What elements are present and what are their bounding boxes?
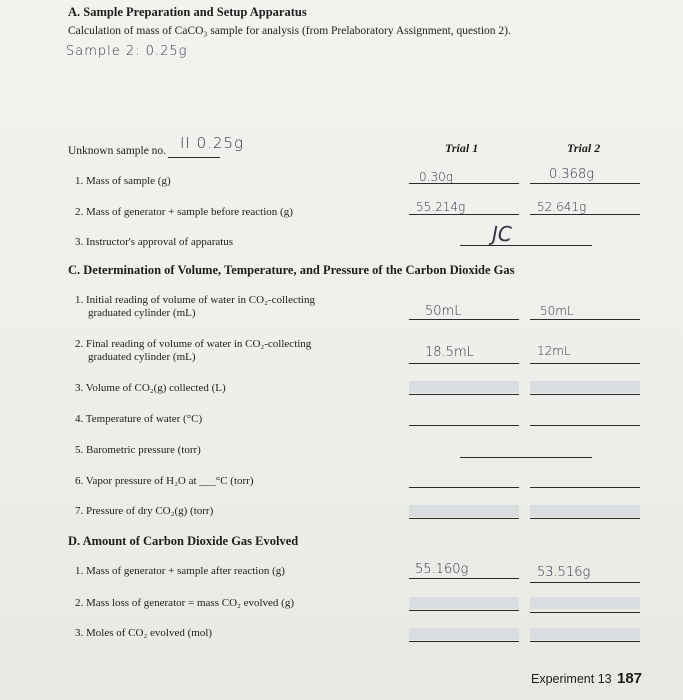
item-a3-label: 3. Instructor's approval of apparatus bbox=[75, 236, 234, 248]
unknown-sample-label: Unknown sample no. bbox=[68, 145, 167, 157]
trial-2-header: Trial 2 bbox=[567, 141, 601, 155]
item-c2-label-line2: graduated cylinder (mL) bbox=[88, 351, 196, 363]
item-c2-trial2: 12mL bbox=[537, 344, 571, 358]
item-c7-label: 7. Pressure of dry CO₂(g) (torr) bbox=[75, 505, 214, 517]
item-c2-label-line1: 2. Final reading of volume of water in CO₂-collecting bbox=[75, 338, 312, 350]
item-a1-label: 1. Mass of sample (g) bbox=[75, 175, 171, 187]
item-d1-label: 1. Mass of generator + sample after reaction (g) bbox=[75, 565, 285, 577]
unknown-sample-value: II 0.25g bbox=[180, 134, 245, 152]
item-c3-label: 3. Volume of CO₂(g) collected (L) bbox=[75, 382, 226, 394]
item-d1-trial2: 53.516g bbox=[537, 565, 591, 580]
item-a1-trial1: 0.30g bbox=[419, 170, 453, 184]
item-a2-trial2: 52.641g bbox=[537, 200, 587, 214]
item-d2-label: 2. Mass loss of generator = mass CO₂ evolved (g) bbox=[75, 597, 295, 609]
item-d3-label: 3. Moles of CO₂ evolved (mol) bbox=[75, 627, 213, 639]
trial-1-header: Trial 1 bbox=[445, 141, 479, 155]
item-c6-label: 6. Vapor pressure of H₂O at ___°C (torr) bbox=[75, 475, 254, 487]
item-c4-label: 4. Temperature of water (°C) bbox=[75, 413, 203, 425]
item-d1-trial1: 55.160g bbox=[415, 562, 469, 577]
footer-experiment-label: Experiment 13 bbox=[531, 672, 612, 686]
item-c1-label-line1: 1. Initial reading of volume of water in CO₂-collecting bbox=[75, 294, 315, 306]
item-a2-label: 2. Mass of generator + sample before reaction (g) bbox=[75, 206, 293, 218]
calc-instruction: Calculation of mass of CaCO₃ sample for analysis (from Prelaboratory Assignment, question 2). bbox=[68, 25, 511, 37]
handwritten-sample-note: Sample 2: 0.25g bbox=[66, 44, 188, 59]
footer-page-number: 187 bbox=[617, 670, 643, 687]
section-a-title: A. Sample Preparation and Setup Apparatus bbox=[68, 5, 307, 19]
instructor-approval-initials: JC bbox=[492, 222, 512, 246]
item-c1-trial2: 50mL bbox=[540, 304, 574, 318]
item-a2-trial1: 55.214g bbox=[416, 200, 466, 214]
item-c1-trial1: 50mL bbox=[425, 304, 462, 319]
item-c2-trial1: 18.5mL bbox=[425, 345, 474, 360]
item-c5-label: 5. Barometric pressure (torr) bbox=[75, 444, 201, 456]
section-d-title: D. Amount of Carbon Dioxide Gas Evolved bbox=[68, 534, 299, 548]
item-a1-trial2: 0.368g bbox=[549, 167, 595, 182]
item-c1-label-line2: graduated cylinder (mL) bbox=[88, 307, 196, 319]
section-c-title: C. Determination of Volume, Temperature, and Pressure of the Carbon Dioxide Gas bbox=[68, 263, 515, 277]
